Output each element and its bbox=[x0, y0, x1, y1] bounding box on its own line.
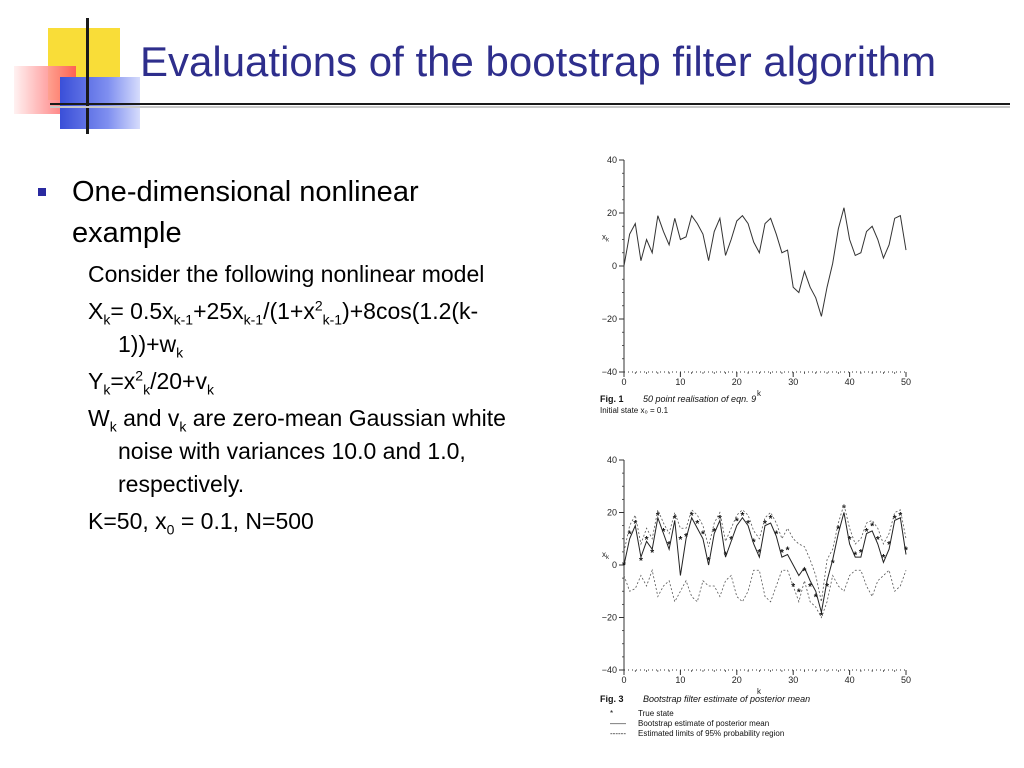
legend-symbol: * bbox=[610, 709, 614, 718]
slide-title: Evaluations of the bootstrap filter algorithm bbox=[140, 38, 937, 85]
data-point-marker: * bbox=[892, 513, 897, 525]
data-point-marker: * bbox=[853, 550, 858, 562]
data-point-marker: * bbox=[729, 534, 734, 546]
x-tick-label: 10 bbox=[675, 675, 686, 685]
x-tick-label: 20 bbox=[731, 377, 742, 387]
data-point-marker: * bbox=[813, 592, 818, 604]
data-point-marker: * bbox=[734, 516, 739, 528]
data-point-marker: * bbox=[796, 587, 801, 599]
data-point-marker: * bbox=[779, 547, 784, 559]
legend-label: Estimated limits of 95% probability region bbox=[638, 729, 785, 738]
data-point-marker: * bbox=[667, 540, 672, 551]
data-point-marker: * bbox=[847, 534, 852, 546]
data-point-marker: * bbox=[701, 529, 705, 541]
noise-description: $W_k$ and $v_k$ are zero-mean Gaussian white noise with variances 10.0 and 1.0, respectively. bbox=[88, 405, 506, 497]
figure-note: Initial state x₀ = 0.1 bbox=[600, 406, 669, 415]
data-point-marker: * bbox=[774, 529, 779, 541]
data-point-marker: * bbox=[751, 537, 756, 549]
bullet-text: One-dimensional nonlinear example bbox=[72, 176, 419, 249]
bullet-square-icon bbox=[38, 188, 46, 196]
y-tick-label: 40 bbox=[606, 455, 617, 465]
data-point-marker: * bbox=[622, 560, 626, 572]
data-point-marker: * bbox=[881, 553, 886, 565]
x-axis-label: k bbox=[757, 687, 761, 696]
legend-label: Bootstrap estimate of posterior mean bbox=[638, 719, 770, 728]
data-point-marker: * bbox=[836, 524, 841, 536]
data-point-marker: * bbox=[627, 529, 632, 541]
legend-symbol: —— bbox=[610, 719, 626, 728]
x-tick-label: 0 bbox=[621, 675, 627, 685]
data-point-marker: * bbox=[695, 519, 700, 530]
data-point-marker: * bbox=[661, 526, 666, 538]
data-point-marker: * bbox=[650, 547, 655, 559]
data-point-marker: * bbox=[763, 519, 767, 530]
data-point-marker: * bbox=[875, 534, 880, 546]
data-point-marker: * bbox=[672, 513, 677, 525]
data-point-marker: * bbox=[825, 582, 829, 593]
data-point-marker: * bbox=[904, 545, 908, 557]
bullet-list bbox=[38, 172, 513, 538]
y-tick-label: 0 bbox=[611, 261, 617, 271]
y-axis-label: $x_k$ bbox=[602, 550, 609, 562]
data-point-marker: * bbox=[802, 566, 807, 578]
figure-1-chart bbox=[588, 150, 918, 430]
data-point-marker: * bbox=[740, 511, 745, 523]
x-tick-label: 30 bbox=[788, 377, 799, 387]
data-point-marker: * bbox=[746, 519, 751, 530]
data-point-marker: * bbox=[706, 555, 711, 567]
series-line-0 bbox=[624, 208, 906, 317]
series-line-2 bbox=[624, 505, 906, 602]
y-tick-label: −20 bbox=[601, 612, 617, 623]
y-axis-label: $x_k$ bbox=[602, 232, 609, 244]
x-tick-label: 40 bbox=[844, 377, 855, 387]
x-tick-label: 0 bbox=[621, 377, 627, 387]
data-point-marker: * bbox=[785, 545, 790, 557]
y-tick-label: 20 bbox=[606, 208, 617, 218]
data-point-marker: * bbox=[684, 532, 688, 544]
series-line-3 bbox=[624, 570, 906, 617]
data-point-marker: * bbox=[633, 519, 638, 530]
sub-line-consider: Consider the following nonlinear model bbox=[88, 261, 485, 287]
data-point-marker: * bbox=[689, 511, 694, 523]
x-tick-label: 40 bbox=[844, 675, 855, 685]
figure-3-chart bbox=[588, 450, 918, 755]
data-point-marker: * bbox=[678, 534, 683, 546]
x-tick-label: 10 bbox=[675, 377, 686, 387]
data-point-marker: * bbox=[819, 610, 824, 622]
x-tick-label: 20 bbox=[731, 675, 742, 685]
data-point-marker: * bbox=[887, 540, 892, 551]
data-point-marker: * bbox=[791, 582, 796, 593]
y-tick-label: −40 bbox=[601, 665, 617, 675]
data-point-marker: * bbox=[870, 521, 875, 533]
y-tick-label: −40 bbox=[601, 367, 617, 377]
y-tick-label: 0 bbox=[611, 560, 617, 570]
x-axis-label: k bbox=[757, 389, 761, 398]
data-point-marker: * bbox=[712, 526, 717, 538]
equation-y: $Y_k=x^2_k/20+v_k$ bbox=[88, 367, 214, 398]
x-tick-label: 50 bbox=[900, 675, 912, 685]
data-point-marker: * bbox=[808, 582, 813, 593]
data-point-marker: * bbox=[717, 513, 722, 525]
legend-label: True state bbox=[638, 709, 674, 718]
x-tick-label: 30 bbox=[788, 675, 799, 685]
data-point-marker: * bbox=[638, 555, 643, 567]
title-underline bbox=[50, 103, 1010, 105]
y-tick-label: 20 bbox=[606, 507, 617, 518]
figure-number-label: Fig. 3 bbox=[600, 694, 624, 704]
data-point-marker: * bbox=[898, 511, 903, 523]
data-point-marker: * bbox=[723, 550, 728, 562]
figure-caption: Bootstrap filter estimate of posterior mean bbox=[643, 694, 811, 704]
data-point-marker: * bbox=[864, 526, 869, 538]
y-tick-label: −20 bbox=[601, 314, 617, 324]
x-tick-label: 50 bbox=[900, 377, 912, 387]
title-underline-shadow bbox=[50, 106, 1010, 108]
figure-caption: 50 point realisation of eqn. 9 bbox=[643, 394, 757, 404]
parameters-line: K=50, $x_0 = 0.1$, N=500 bbox=[88, 508, 314, 538]
legend-symbol: ------ bbox=[610, 729, 626, 738]
y-tick-label: 40 bbox=[606, 155, 617, 165]
data-point-marker: * bbox=[768, 513, 773, 525]
bullet-item bbox=[38, 172, 513, 254]
figure-number-label: Fig. 1 bbox=[600, 394, 624, 404]
data-point-marker: * bbox=[757, 547, 762, 559]
data-point-marker: * bbox=[858, 547, 863, 559]
decor-vertical-line bbox=[86, 18, 89, 134]
data-point-marker: * bbox=[830, 558, 835, 570]
equation-x: $X_k= 0.5x_{k-1}+25x_{k-1}/(1+x^2_{k-1})+8\cos(1.2(k-1))+w_k$ bbox=[88, 297, 479, 361]
data-point-marker: * bbox=[644, 534, 649, 546]
data-point-marker: * bbox=[655, 511, 660, 523]
data-point-marker: * bbox=[842, 503, 846, 515]
